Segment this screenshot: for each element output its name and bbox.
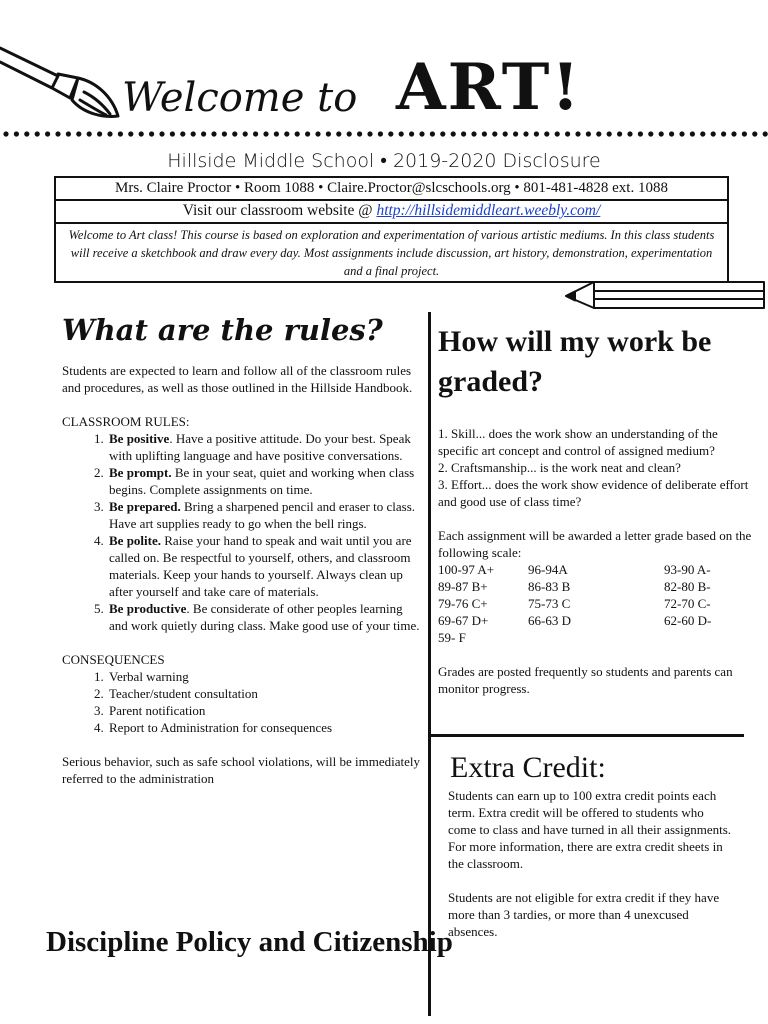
table-row: 89-87 B+ 86-83 B 82-80 B- bbox=[438, 579, 711, 594]
rules-section bbox=[62, 362, 422, 787]
extra-credit-eligibility: Students are not eligible for extra credit if they have more than 3 tardies, or more than 4 unexcused absences. bbox=[448, 890, 720, 939]
extra-credit-info: Students can earn up to 100 extra credit points each term. Extra credit will be offered to students who come to class and have turned in all their assignments. For more information, there are extra credit sheets in the classroom. bbox=[448, 788, 732, 871]
section-divider bbox=[430, 734, 744, 737]
consequences-label: CONSEQUENCES bbox=[62, 652, 165, 667]
paintbrush-icon bbox=[0, 18, 130, 133]
criteria-skill: 1. Skill... does the work show an understanding of the specific art concept and control of assigned medium? bbox=[438, 426, 718, 458]
table-row: 79-76 C+ 75-73 C 72-70 C- bbox=[438, 596, 711, 611]
grade-scale-table bbox=[438, 561, 711, 646]
contact-line: Mrs. Claire Proctor • Room 1088 • Claire.Proctor@slcschools.org • 801-481-4828 ext. 1088 bbox=[56, 178, 727, 201]
criteria-effort: 3. Effort... does the work show evidence of deliberate effort and good use of class time? bbox=[438, 477, 749, 509]
table-row: 69-67 D+ 66-63 D 62-60 D- bbox=[438, 613, 712, 628]
website-link[interactable]: http://hillsidemiddleart.weebly.com/ bbox=[376, 202, 601, 219]
discipline-heading: Discipline Policy and Citizenship bbox=[46, 926, 453, 958]
criteria-craftsmanship: 2. Craftsmanship... is the work neat and clean? bbox=[438, 460, 681, 475]
list-item: 3. Parent notification bbox=[107, 702, 422, 719]
grading-section bbox=[438, 425, 758, 697]
rules-heading: What are the rules? bbox=[62, 313, 383, 347]
list-item: 2. Teacher/student consultation bbox=[107, 685, 422, 702]
column-divider bbox=[428, 312, 431, 1016]
extra-credit-section bbox=[448, 787, 732, 940]
table-row: 59- F bbox=[438, 630, 466, 645]
classroom-rules-label: CLASSROOM RULES: bbox=[62, 414, 190, 429]
classroom-rules-list bbox=[62, 430, 422, 634]
course-intro: Welcome to Art class! This course is based on exploration and experimentation of various artistic mediums. In this class students will receive a sketchbook and draw every day. Most assignments include discussion, art history, demonstration, experimentation and a final project. bbox=[68, 228, 715, 278]
consequences-list bbox=[62, 668, 422, 736]
table-row: 100-97 A+ 96-94A 93-90 A- bbox=[438, 562, 711, 577]
scale-intro: Each assignment will be awarded a letter grade based on the following scale: bbox=[438, 528, 752, 560]
list-item: 1. Be positive. Have a positive attitude. Do your best. Speak with uplifting language and have positive conversations. bbox=[107, 430, 422, 464]
grades-posted-note: Grades are posted frequently so students and parents can monitor progress. bbox=[438, 664, 733, 696]
rules-intro: Students are expected to learn and follow all of the classroom rules and procedures, as well as those outlined in the Hillside Handbook. bbox=[62, 363, 413, 395]
info-box bbox=[54, 176, 729, 283]
grading-heading: How will my work be graded? bbox=[438, 325, 712, 398]
dotted-divider bbox=[0, 126, 768, 142]
list-item: 5. Be productive. Be considerate of other peoples learning and work quietly during class. Make good use of your time. bbox=[107, 600, 422, 634]
welcome-text: Welcome to bbox=[122, 75, 358, 121]
art-title: ART! bbox=[396, 50, 582, 125]
school-line: Hillside Middle School • 2019-2020 Disclosure bbox=[167, 150, 601, 172]
list-item: 2. Be prompt. Be in your seat, quiet and working when class begins. Complete assignments on time. bbox=[107, 464, 422, 498]
list-item: 4. Report to Administration for consequences bbox=[107, 719, 422, 736]
extra-credit-heading: Extra Credit: bbox=[450, 751, 606, 784]
list-item: 3. Be prepared. Bring a sharpened pencil and eraser to class. Have art supplies ready to go when the bell rings. bbox=[107, 498, 422, 532]
list-item: 1. Verbal warning bbox=[107, 668, 422, 685]
serious-behavior-note: Serious behavior, such as safe school violations, will be immediately referred to the administration bbox=[62, 754, 420, 786]
website-row bbox=[56, 199, 727, 224]
website-prefix: Visit our classroom website @ bbox=[182, 202, 377, 219]
list-item: 4. Be polite. Raise your hand to speak and wait until you are called on. Be respectful to yourself, others, and classroom materials. Keep your hands to yourself. Always clean up after yourself and take care of materials. bbox=[107, 532, 422, 600]
pencil-icon bbox=[560, 272, 768, 314]
